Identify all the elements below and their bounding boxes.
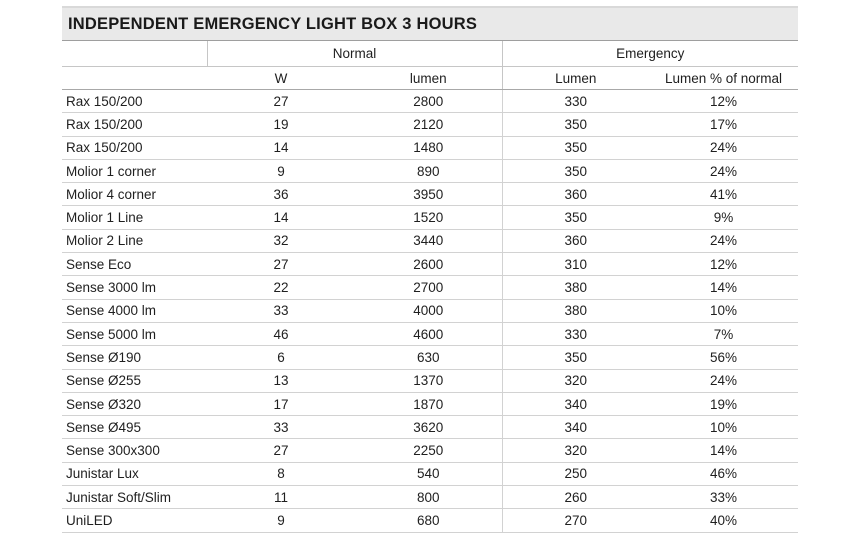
lumen-percent-cell: 41%: [649, 183, 798, 206]
normal-lumen-cell: 2700: [355, 276, 502, 299]
emergency-lumen-cell: 320: [502, 439, 649, 462]
watt-cell: 8: [207, 462, 355, 485]
emergency-lumen-cell: 260: [502, 486, 649, 509]
watt-cell: 33: [207, 299, 355, 322]
table-row: [62, 159, 798, 182]
column-header-watt: W: [207, 67, 355, 90]
emergency-lumen-cell: 310: [502, 253, 649, 276]
table-row: [62, 392, 798, 415]
page-title: INDEPENDENT EMERGENCY LIGHT BOX 3 HOURS: [62, 7, 798, 41]
lumen-percent-cell: 9%: [649, 206, 798, 229]
watt-cell: 46: [207, 322, 355, 345]
product-name-cell: Molior 1 Line: [62, 206, 207, 229]
lumen-percent-cell: 24%: [649, 229, 798, 252]
watt-cell: 36: [207, 183, 355, 206]
normal-lumen-cell: 4000: [355, 299, 502, 322]
product-name-cell: Sense Ø255: [62, 369, 207, 392]
table-row: [62, 369, 798, 392]
watt-cell: 6: [207, 346, 355, 369]
lumen-percent-cell: 24%: [649, 136, 798, 159]
watt-cell: 14: [207, 136, 355, 159]
lumen-percent-cell: 46%: [649, 462, 798, 485]
watt-cell: 13: [207, 369, 355, 392]
group-header-normal: Normal: [207, 41, 502, 67]
normal-lumen-cell: 4600: [355, 322, 502, 345]
watt-cell: 19: [207, 113, 355, 136]
product-name-cell: Sense Ø320: [62, 392, 207, 415]
product-name-cell: Molior 2 Line: [62, 229, 207, 252]
lumen-percent-cell: 7%: [649, 322, 798, 345]
normal-lumen-cell: 630: [355, 346, 502, 369]
table-row: [62, 346, 798, 369]
table-row: [62, 486, 798, 509]
emergency-lumen-cell: 330: [502, 322, 649, 345]
column-header-emergency-lumen: Lumen: [502, 67, 649, 90]
lumen-percent-cell: 10%: [649, 416, 798, 439]
table-row: [62, 183, 798, 206]
watt-cell: 27: [207, 439, 355, 462]
product-name-cell: UniLED: [62, 509, 207, 532]
lumen-percent-cell: 14%: [649, 276, 798, 299]
emergency-light-table: [62, 6, 798, 533]
lumen-percent-cell: 17%: [649, 113, 798, 136]
product-name-cell: Junistar Lux: [62, 462, 207, 485]
lumen-percent-cell: 24%: [649, 369, 798, 392]
table-row: [62, 416, 798, 439]
lumen-percent-cell: 14%: [649, 439, 798, 462]
table-row: [62, 299, 798, 322]
emergency-lumen-cell: 250: [502, 462, 649, 485]
normal-lumen-cell: 2250: [355, 439, 502, 462]
emergency-lumen-cell: 350: [502, 159, 649, 182]
product-name-cell: Junistar Soft/Slim: [62, 486, 207, 509]
watt-cell: 9: [207, 159, 355, 182]
lumen-percent-cell: 12%: [649, 253, 798, 276]
watt-cell: 17: [207, 392, 355, 415]
product-name-cell: Sense 5000 lm: [62, 322, 207, 345]
group-header-emergency: Emergency: [502, 41, 798, 67]
emergency-lumen-cell: 340: [502, 392, 649, 415]
normal-lumen-cell: 540: [355, 462, 502, 485]
product-name-cell: Sense Eco: [62, 253, 207, 276]
product-name-cell: Sense 300x300: [62, 439, 207, 462]
product-name-cell: Rax 150/200: [62, 90, 207, 113]
table-row: [62, 136, 798, 159]
normal-lumen-cell: 3950: [355, 183, 502, 206]
watt-cell: 33: [207, 416, 355, 439]
lumen-percent-cell: 19%: [649, 392, 798, 415]
normal-lumen-cell: 2120: [355, 113, 502, 136]
normal-lumen-cell: 890: [355, 159, 502, 182]
table-row: [62, 253, 798, 276]
watt-cell: 27: [207, 90, 355, 113]
table-row: [62, 113, 798, 136]
table-row: [62, 90, 798, 113]
emergency-lumen-cell: 350: [502, 346, 649, 369]
watt-cell: 14: [207, 206, 355, 229]
group-header-row: [62, 41, 798, 67]
normal-lumen-cell: 1870: [355, 392, 502, 415]
column-header-normal-lumen: lumen: [355, 67, 502, 90]
table-row: [62, 276, 798, 299]
emergency-lumen-cell: 350: [502, 206, 649, 229]
table-row: [62, 462, 798, 485]
column-header-product: [62, 67, 207, 90]
emergency-lumen-cell: 340: [502, 416, 649, 439]
emergency-lumen-cell: 350: [502, 113, 649, 136]
watt-cell: 22: [207, 276, 355, 299]
table-row: [62, 509, 798, 532]
normal-lumen-cell: 3620: [355, 416, 502, 439]
emergency-lumen-cell: 360: [502, 183, 649, 206]
table-row: [62, 322, 798, 345]
column-header-row: [62, 67, 798, 90]
emergency-lumen-cell: 330: [502, 90, 649, 113]
watt-cell: 9: [207, 509, 355, 532]
lumen-percent-cell: 40%: [649, 509, 798, 532]
emergency-lumen-cell: 320: [502, 369, 649, 392]
normal-lumen-cell: 1370: [355, 369, 502, 392]
product-name-cell: Rax 150/200: [62, 113, 207, 136]
product-name-cell: Rax 150/200: [62, 136, 207, 159]
watt-cell: 27: [207, 253, 355, 276]
emergency-lumen-cell: 380: [502, 299, 649, 322]
title-row: [62, 7, 798, 41]
column-header-lumen-percent: Lumen % of normal: [649, 67, 798, 90]
lumen-percent-cell: 33%: [649, 486, 798, 509]
normal-lumen-cell: 1480: [355, 136, 502, 159]
emergency-lumen-cell: 380: [502, 276, 649, 299]
table-row: [62, 206, 798, 229]
product-name-cell: Molior 4 corner: [62, 183, 207, 206]
product-name-cell: Sense Ø495: [62, 416, 207, 439]
table-row: [62, 229, 798, 252]
normal-lumen-cell: 3440: [355, 229, 502, 252]
emergency-lumen-cell: 270: [502, 509, 649, 532]
table-body: [62, 90, 798, 533]
group-header-spacer: [62, 41, 207, 67]
emergency-lumen-cell: 350: [502, 136, 649, 159]
table-row: [62, 439, 798, 462]
normal-lumen-cell: 1520: [355, 206, 502, 229]
lumen-percent-cell: 10%: [649, 299, 798, 322]
lumen-percent-cell: 12%: [649, 90, 798, 113]
product-name-cell: Sense Ø190: [62, 346, 207, 369]
normal-lumen-cell: 680: [355, 509, 502, 532]
normal-lumen-cell: 2800: [355, 90, 502, 113]
emergency-lumen-cell: 360: [502, 229, 649, 252]
watt-cell: 11: [207, 486, 355, 509]
lumen-percent-cell: 56%: [649, 346, 798, 369]
table-header: [62, 7, 798, 90]
watt-cell: 32: [207, 229, 355, 252]
product-name-cell: Sense 3000 lm: [62, 276, 207, 299]
product-name-cell: Sense 4000 lm: [62, 299, 207, 322]
product-name-cell: Molior 1 corner: [62, 159, 207, 182]
lumen-percent-cell: 24%: [649, 159, 798, 182]
normal-lumen-cell: 2600: [355, 253, 502, 276]
normal-lumen-cell: 800: [355, 486, 502, 509]
